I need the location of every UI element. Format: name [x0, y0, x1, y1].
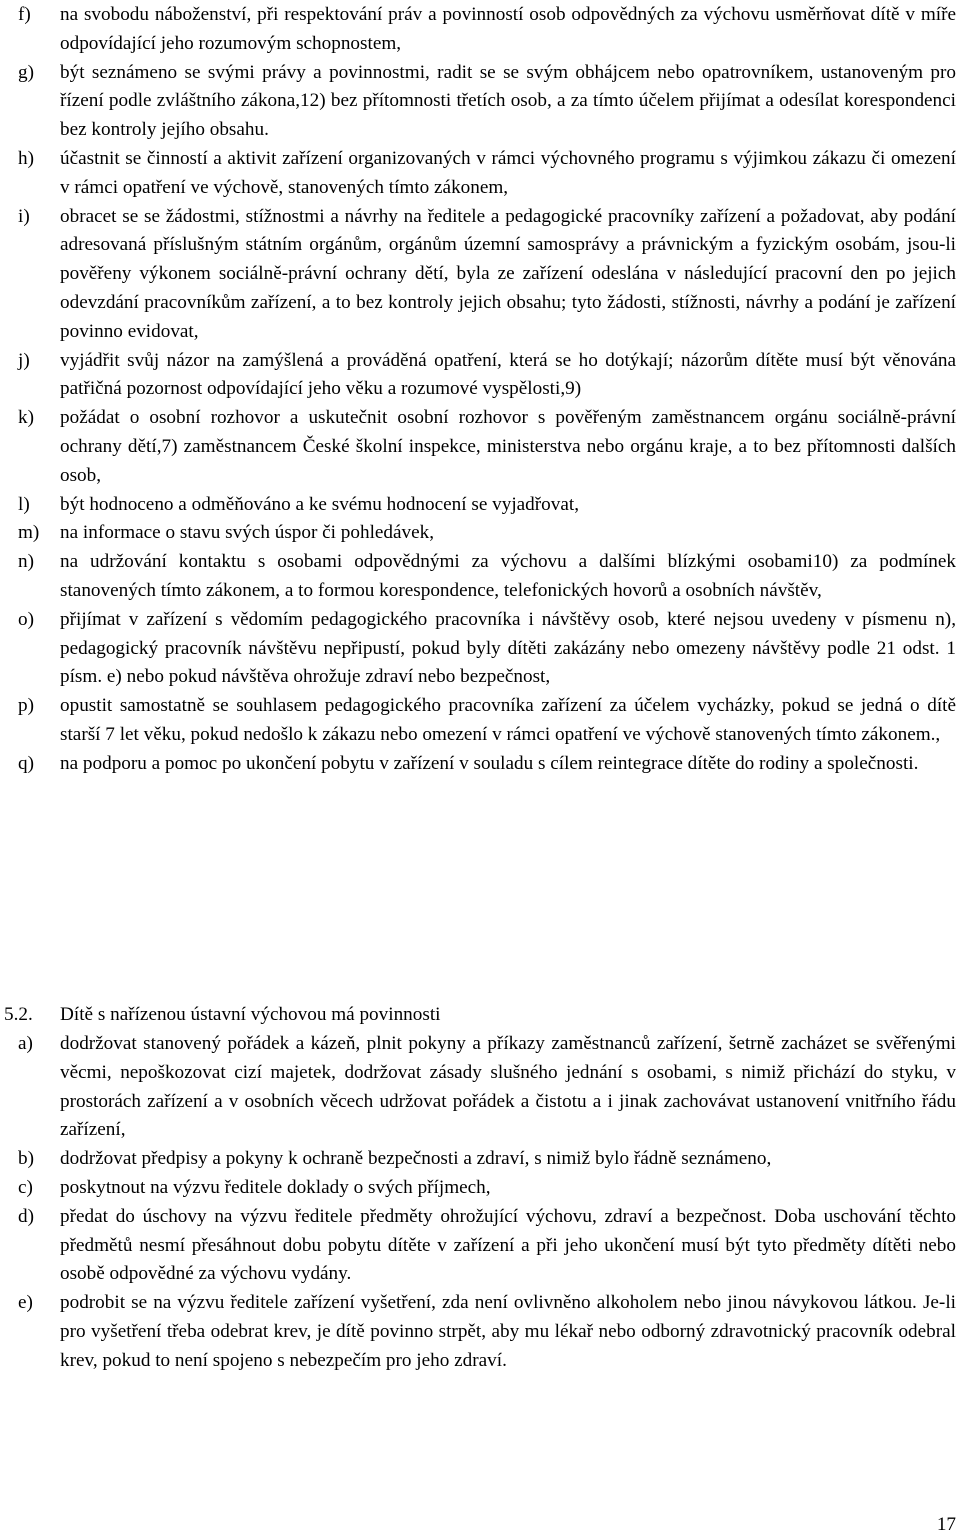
item-text: na svobodu náboženství, při respektování práv a povinností osob odpovědných za výchovu usměrňovat dítě v míře odpovídající jeho rozumovým schopnostem, [60, 4, 956, 54]
item-text: dodržovat předpisy a pokyny k ochraně bezpečnosti a zdraví, s nimiž bylo řádně seznámeno, [60, 1148, 772, 1170]
list-item [18, 519, 956, 548]
item-text: být seznámeno se svými právy a povinnostmi, radit se se svým obhájcem nebo opatrovníkem, ustanoveným pro řízení podle zvláštního zákona,12) bez přítomnosti třetích osob, a za tímto účelem přijímat a odesílat korespondenci bez kontroly jejího obsahu. [60, 61, 956, 141]
list-item [18, 404, 956, 490]
item-marker: g) [18, 61, 34, 83]
item-text: obracet se se žádostmi, stížnostmi a návrhy na ředitele a pedagogické pracovníky zařízení a požadovat, aby podání adresovaná příslušným státním orgánům, orgánům územní samosprávy a právnickým a fyzickým osobám, jsou-li pověřeny výkonem sociálně-právní ochrany dětí, byla ze zařízení odeslána v následující pracovní den po jejich odevzdání pracovníkům zařízení, a to bez kontroly jejich obsahu; tyto žádosti, stížnosti, návrhy a podání je zařízení povinno evidovat, [60, 205, 956, 342]
list-item [18, 1174, 956, 1203]
item-text: poskytnout na výzvu ředitele doklady o svých příjmech, [60, 1176, 491, 1198]
section-title: Dítě s nařízenou ústavní výchovou má povinnosti [60, 1004, 441, 1025]
list-item [18, 750, 956, 779]
item-marker: f) [18, 4, 31, 25]
item-marker: q) [18, 752, 34, 774]
rights-list [18, 1, 956, 779]
list-item [18, 59, 956, 145]
item-marker: i) [18, 205, 30, 227]
item-text: na udržování kontaktu s osobami odpovědnými za výchovu a dalšími blízkými osobami10) za podmínek stanovených tímto zákonem, a to formou korespondence, telefonických hovorů a osobních návštěv, [60, 551, 956, 601]
list-item [18, 1, 956, 59]
item-text: účastnit se činností a aktivit zařízení organizovaných v rámci výchovného programu s výjimkou zákazu či omezení v rámci opatření ve výchově, stanovených tímto zákonem, [60, 147, 956, 198]
list-item [18, 203, 956, 347]
item-text: přijímat v zařízení s vědomím pedagogického pracovníka i návštěvy osob, které nejsou uvedeny v písmenu n), pedagogický pracovník návštěvu nepřipustí, pokud byly dítěti zakázány nebo omezeny návštěvy podle 21 odst. 1 písm. e) nebo pokud návštěva ohrožuje zdraví nebo bezpečnost, [60, 608, 956, 688]
item-text: na podporu a pomoc po ukončení pobytu v zařízení v souladu s cílem reintegrace dítěte do rodiny a společnosti. [60, 752, 919, 774]
item-text: podrobit se na výzvu ředitele zařízení vyšetření, zda není ovlivněno alkoholem nebo jinou návykovou látkou. Je-li pro vyšetření třeba odebrat krev, je dítě povinno strpět, aby mu lékař nebo odborný zdravotnický pracovník odebral krev, pokud to není spojeno s nebezpečím pro jeho zdraví. [60, 1292, 956, 1371]
item-marker: c) [18, 1176, 33, 1198]
item-marker: k) [18, 407, 34, 429]
list-item [18, 548, 956, 606]
item-text: předat do úschovy na výzvu ředitele předměty ohrožující výchovu, zdraví a bezpečnost. Doba uschování těchto předmětů nesmí přesáhnout dobu pobytu dítěte v zařízení a při jeho ukončení musí být tyto předměty dítěti nebo osobě odpovědné za výchovu vydány. [60, 1205, 956, 1285]
item-marker: a) [18, 1033, 33, 1054]
item-marker: e) [18, 1292, 33, 1314]
list-item [18, 606, 956, 692]
item-marker: n) [18, 551, 34, 573]
item-marker: m) [18, 522, 40, 544]
list-item [18, 1203, 956, 1289]
item-text: požádat o osobní rozhovor a uskutečnit osobní rozhovor s pověřeným zaměstnancem orgánu sociálně-právní ochrany dětí,7) zaměstnancem České školní inspekce, ministerstva nebo orgánu kraje, a to bez přítomnosti dalších osob, [60, 407, 956, 486]
list-item [18, 692, 956, 750]
list-item [18, 145, 956, 203]
item-text: opustit samostatně se souhlasem pedagogického pracovníka zařízení za účelem vycházky, pokud se jedná o dítě starší 7 let věku, pokud nedošlo k zákazu nebo omezení v rámci opatření ve výchově stanovených tímto zákonem., [60, 695, 956, 745]
list-item [18, 491, 956, 520]
item-marker: d) [18, 1205, 34, 1227]
item-text: na informace o stavu svých úspor či pohledávek, [60, 522, 435, 544]
list-item [18, 1030, 956, 1145]
item-marker: j) [18, 349, 30, 371]
item-marker: p) [18, 695, 34, 717]
page-number: 17 [936, 1514, 956, 1535]
item-marker: l) [18, 493, 30, 515]
item-marker: o) [18, 608, 34, 630]
item-text: vyjádřit svůj názor na zamýšlená a prováděná opatření, která se ho dotýkají; názorům dítěte musí být věnována patřičná pozornost odpovídající jeho věku a rozumové vyspělosti,9) [60, 349, 956, 400]
item-text: dodržovat stanovený pořádek a kázeň, plnit pokyny a příkazy zaměstnanců zařízení, šetrně zacházet se svěřenými věcmi, nepoškozovat cizí majetek, dodržovat zásady slušného jednání s osobami, s nimiž přichází do styku, v prostorách zařízení a v osobních věcech udržovat pořádek a čistotu a i jinak zachovávat ustanovení vnitřního řádu zařízení, [60, 1033, 956, 1141]
item-marker: b) [18, 1148, 34, 1170]
list-item [18, 1289, 956, 1375]
section-heading [0, 1001, 942, 1030]
section-number: 5.2. [4, 1004, 33, 1025]
item-text: být hodnoceno a odměňováno a ke svému hodnocení se vyjadřovat, [60, 493, 579, 515]
list-item [18, 347, 956, 405]
item-marker: h) [18, 147, 34, 169]
list-item [18, 1145, 956, 1174]
duties-list [18, 1030, 956, 1376]
